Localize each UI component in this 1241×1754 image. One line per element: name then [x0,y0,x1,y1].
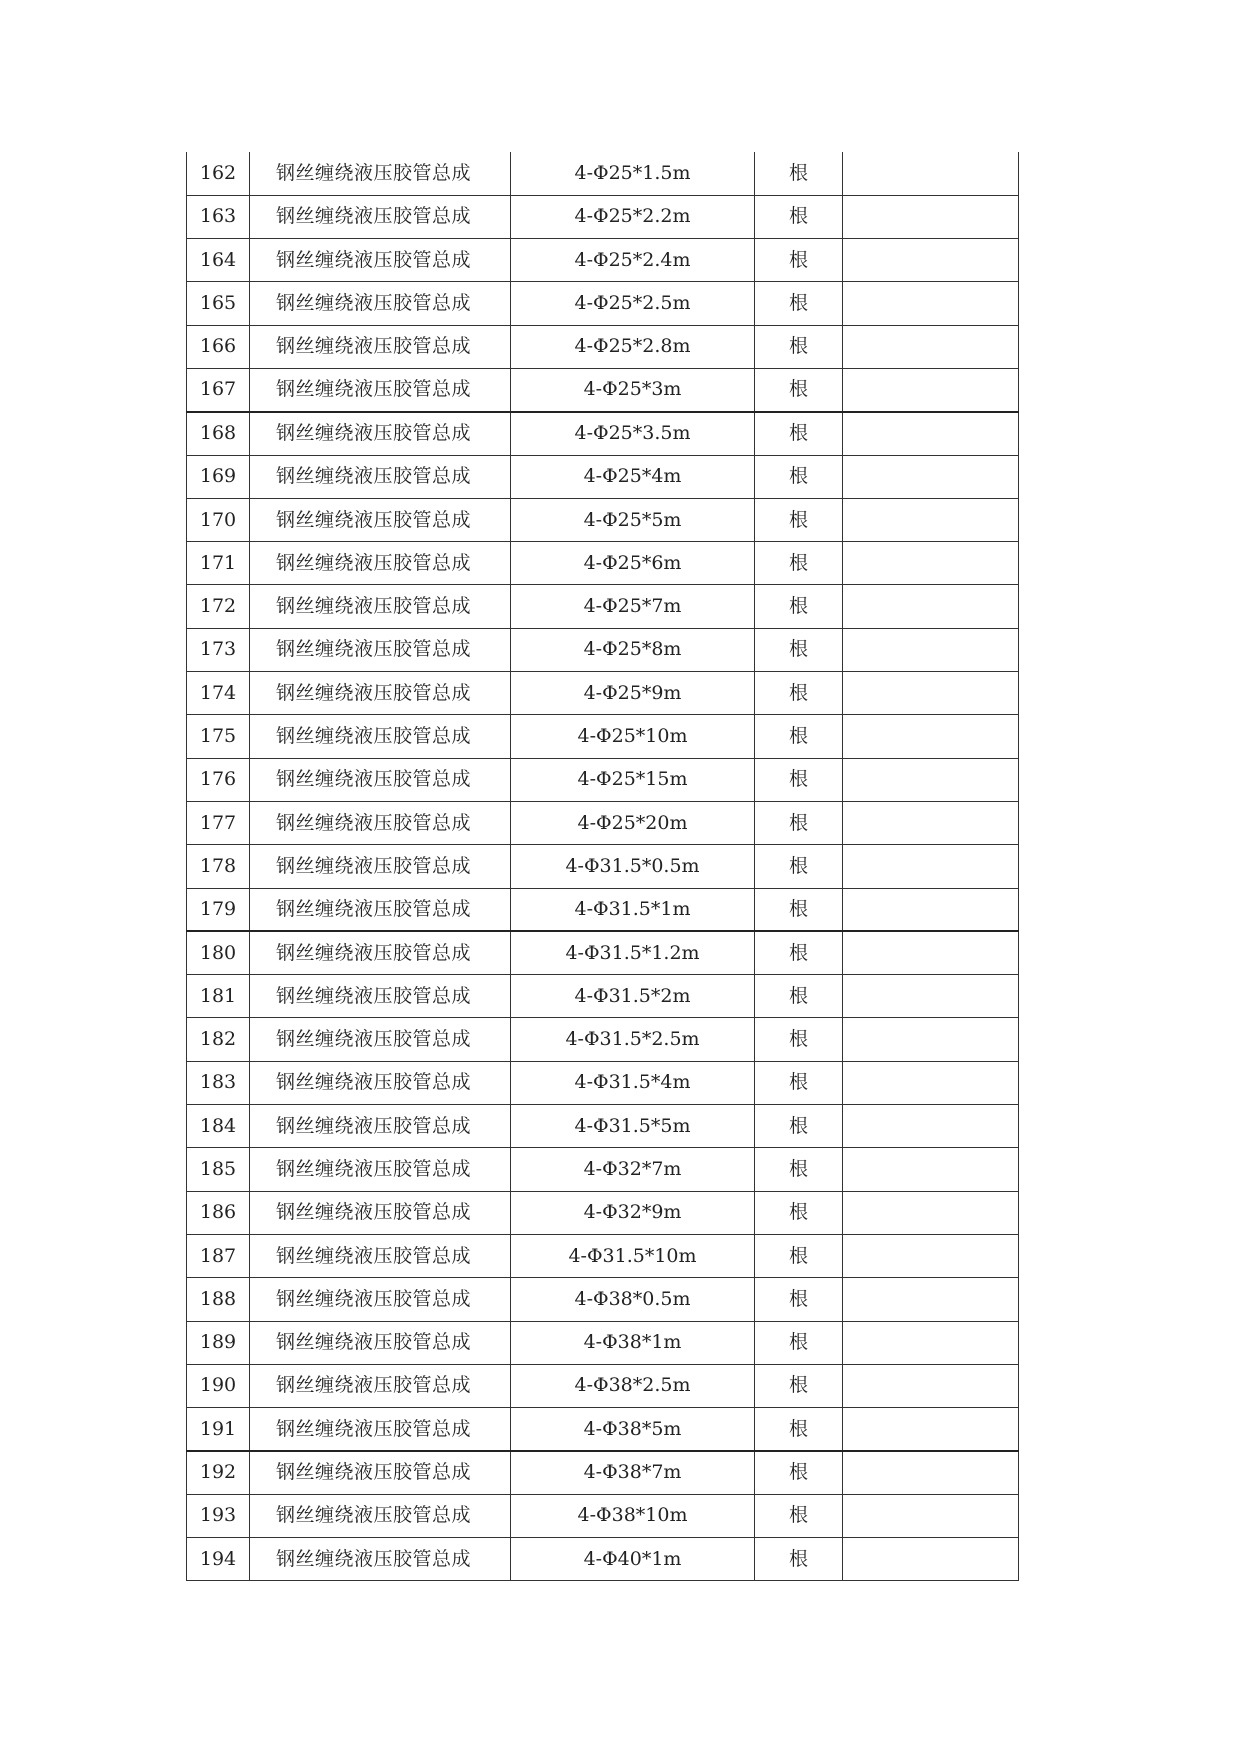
note-cell [843,672,1019,715]
item-name-cell: 钢丝缠绕液压胶管总成 [250,628,511,671]
unit-cell: 根 [755,1105,843,1148]
item-name-cell: 钢丝缠绕液压胶管总成 [250,1191,511,1234]
unit-cell: 根 [755,325,843,368]
table-row [187,672,1019,715]
row-number-cell: 162 [187,152,250,195]
row-number-cell: 174 [187,672,250,715]
spec-cell: 4-Φ38*7m [511,1451,755,1494]
parts-table-body [187,152,1019,1581]
unit-cell: 根 [755,585,843,628]
item-name-cell: 钢丝缠绕液压胶管总成 [250,195,511,238]
table-row [187,888,1019,931]
unit-cell: 根 [755,195,843,238]
unit-cell: 根 [755,498,843,541]
item-name-cell: 钢丝缠绕液压胶管总成 [250,888,511,931]
spec-cell: 4-Φ38*0.5m [511,1278,755,1321]
unit-cell: 根 [755,152,843,195]
spec-cell: 4-Φ31.5*10m [511,1234,755,1277]
table-row [187,1148,1019,1191]
unit-cell: 根 [755,628,843,671]
table-row [187,1364,1019,1407]
table-row [187,1538,1019,1581]
note-cell [843,325,1019,368]
table-row [187,1494,1019,1537]
row-number-cell: 173 [187,628,250,671]
unit-cell: 根 [755,758,843,801]
spec-cell: 4-Φ31.5*4m [511,1061,755,1104]
item-name-cell: 钢丝缠绕液压胶管总成 [250,1451,511,1494]
row-number-cell: 166 [187,325,250,368]
item-name-cell: 钢丝缠绕液压胶管总成 [250,239,511,282]
unit-cell: 根 [755,931,843,974]
row-number-cell: 187 [187,1234,250,1277]
table-row [187,931,1019,974]
unit-cell: 根 [755,542,843,585]
table-row [187,1018,1019,1061]
spec-cell: 4-Φ38*2.5m [511,1364,755,1407]
note-cell [843,845,1019,888]
spec-cell: 4-Φ31.5*2m [511,975,755,1018]
unit-cell: 根 [755,975,843,1018]
spec-cell: 4-Φ25*15m [511,758,755,801]
table-row [187,975,1019,1018]
row-number-cell: 172 [187,585,250,628]
row-number-cell: 191 [187,1408,250,1451]
table-row [187,1408,1019,1451]
note-cell [843,1364,1019,1407]
item-name-cell: 钢丝缠绕液压胶管总成 [250,845,511,888]
item-name-cell: 钢丝缠绕液压胶管总成 [250,1234,511,1277]
unit-cell: 根 [755,1234,843,1277]
unit-cell: 根 [755,1364,843,1407]
table-row [187,195,1019,238]
item-name-cell: 钢丝缠绕液压胶管总成 [250,585,511,628]
row-number-cell: 167 [187,368,250,411]
table-row [187,845,1019,888]
row-number-cell: 188 [187,1278,250,1321]
row-number-cell: 178 [187,845,250,888]
note-cell [843,1408,1019,1451]
unit-cell: 根 [755,239,843,282]
note-cell [843,1321,1019,1364]
table-row [187,542,1019,585]
note-cell [843,931,1019,974]
item-name-cell: 钢丝缠绕液压胶管总成 [250,1018,511,1061]
note-cell [843,1018,1019,1061]
item-name-cell: 钢丝缠绕液压胶管总成 [250,715,511,758]
spec-cell: 4-Φ25*10m [511,715,755,758]
item-name-cell: 钢丝缠绕液压胶管总成 [250,758,511,801]
table-row [187,628,1019,671]
table-row [187,1191,1019,1234]
row-number-cell: 186 [187,1191,250,1234]
unit-cell: 根 [755,282,843,325]
spec-cell: 4-Φ31.5*1.2m [511,931,755,974]
row-number-cell: 180 [187,931,250,974]
spec-cell: 4-Φ25*6m [511,542,755,585]
note-cell [843,1148,1019,1191]
table-row [187,1105,1019,1148]
spec-cell: 4-Φ40*1m [511,1538,755,1581]
unit-cell: 根 [755,1451,843,1494]
table-row [187,455,1019,498]
spec-cell: 4-Φ25*2.5m [511,282,755,325]
unit-cell: 根 [755,672,843,715]
table-row [187,325,1019,368]
spec-cell: 4-Φ31.5*0.5m [511,845,755,888]
note-cell [843,542,1019,585]
spec-cell: 4-Φ38*5m [511,1408,755,1451]
note-cell [843,498,1019,541]
spec-cell: 4-Φ32*7m [511,1148,755,1191]
unit-cell: 根 [755,1018,843,1061]
note-cell [843,1278,1019,1321]
item-name-cell: 钢丝缠绕液压胶管总成 [250,1061,511,1104]
row-number-cell: 193 [187,1494,250,1537]
table-row [187,498,1019,541]
row-number-cell: 184 [187,1105,250,1148]
note-cell [843,1105,1019,1148]
table-row [187,1451,1019,1494]
row-number-cell: 171 [187,542,250,585]
table-row [187,758,1019,801]
row-number-cell: 181 [187,975,250,1018]
row-number-cell: 165 [187,282,250,325]
unit-cell: 根 [755,801,843,844]
note-cell [843,801,1019,844]
note-cell [843,628,1019,671]
item-name-cell: 钢丝缠绕液压胶管总成 [250,1364,511,1407]
note-cell [843,239,1019,282]
table-row [187,152,1019,195]
note-cell [843,368,1019,411]
item-name-cell: 钢丝缠绕液压胶管总成 [250,542,511,585]
table-row [187,1321,1019,1364]
row-number-cell: 179 [187,888,250,931]
spec-cell: 4-Φ25*20m [511,801,755,844]
spec-cell: 4-Φ25*2.2m [511,195,755,238]
item-name-cell: 钢丝缠绕液压胶管总成 [250,1494,511,1537]
item-name-cell: 钢丝缠绕液压胶管总成 [250,368,511,411]
unit-cell: 根 [755,888,843,931]
item-name-cell: 钢丝缠绕液压胶管总成 [250,412,511,455]
row-number-cell: 194 [187,1538,250,1581]
spec-cell: 4-Φ25*2.8m [511,325,755,368]
row-number-cell: 163 [187,195,250,238]
spec-cell: 4-Φ25*7m [511,585,755,628]
item-name-cell: 钢丝缠绕液压胶管总成 [250,1278,511,1321]
table-row [187,801,1019,844]
unit-cell: 根 [755,412,843,455]
spec-cell: 4-Φ31.5*5m [511,1105,755,1148]
unit-cell: 根 [755,1408,843,1451]
note-cell [843,1451,1019,1494]
table-row [187,715,1019,758]
note-cell [843,1191,1019,1234]
table-row [187,368,1019,411]
table-row [187,282,1019,325]
table-row [187,1061,1019,1104]
unit-cell: 根 [755,455,843,498]
table-row [187,412,1019,455]
unit-cell: 根 [755,1148,843,1191]
item-name-cell: 钢丝缠绕液压胶管总成 [250,931,511,974]
spec-cell: 4-Φ38*10m [511,1494,755,1537]
row-number-cell: 189 [187,1321,250,1364]
item-name-cell: 钢丝缠绕液压胶管总成 [250,1321,511,1364]
spec-cell: 4-Φ31.5*1m [511,888,755,931]
row-number-cell: 170 [187,498,250,541]
row-number-cell: 176 [187,758,250,801]
unit-cell: 根 [755,715,843,758]
parts-table [186,152,1019,1581]
item-name-cell: 钢丝缠绕液压胶管总成 [250,801,511,844]
note-cell [843,585,1019,628]
note-cell [843,412,1019,455]
item-name-cell: 钢丝缠绕液压胶管总成 [250,1538,511,1581]
spec-cell: 4-Φ25*2.4m [511,239,755,282]
spec-cell: 4-Φ32*9m [511,1191,755,1234]
note-cell [843,1494,1019,1537]
item-name-cell: 钢丝缠绕液压胶管总成 [250,1148,511,1191]
note-cell [843,282,1019,325]
row-number-cell: 183 [187,1061,250,1104]
note-cell [843,888,1019,931]
spec-cell: 4-Φ38*1m [511,1321,755,1364]
note-cell [843,715,1019,758]
unit-cell: 根 [755,1191,843,1234]
row-number-cell: 177 [187,801,250,844]
spec-cell: 4-Φ25*3m [511,368,755,411]
item-name-cell: 钢丝缠绕液压胶管总成 [250,325,511,368]
row-number-cell: 164 [187,239,250,282]
note-cell [843,975,1019,1018]
row-number-cell: 169 [187,455,250,498]
item-name-cell: 钢丝缠绕液压胶管总成 [250,455,511,498]
item-name-cell: 钢丝缠绕液压胶管总成 [250,975,511,1018]
table-row [187,239,1019,282]
spec-cell: 4-Φ25*1.5m [511,152,755,195]
row-number-cell: 168 [187,412,250,455]
spec-cell: 4-Φ25*5m [511,498,755,541]
unit-cell: 根 [755,368,843,411]
note-cell [843,195,1019,238]
unit-cell: 根 [755,1278,843,1321]
row-number-cell: 182 [187,1018,250,1061]
item-name-cell: 钢丝缠绕液压胶管总成 [250,282,511,325]
note-cell [843,455,1019,498]
row-number-cell: 192 [187,1451,250,1494]
table-row [187,1234,1019,1277]
table-row [187,585,1019,628]
unit-cell: 根 [755,1538,843,1581]
spec-cell: 4-Φ25*3.5m [511,412,755,455]
spec-cell: 4-Φ25*4m [511,455,755,498]
row-number-cell: 190 [187,1364,250,1407]
item-name-cell: 钢丝缠绕液压胶管总成 [250,1105,511,1148]
note-cell [843,152,1019,195]
row-number-cell: 185 [187,1148,250,1191]
row-number-cell: 175 [187,715,250,758]
item-name-cell: 钢丝缠绕液压胶管总成 [250,498,511,541]
table-row [187,1278,1019,1321]
spec-cell: 4-Φ31.5*2.5m [511,1018,755,1061]
unit-cell: 根 [755,1321,843,1364]
note-cell [843,1234,1019,1277]
spec-cell: 4-Φ25*8m [511,628,755,671]
unit-cell: 根 [755,1494,843,1537]
unit-cell: 根 [755,1061,843,1104]
item-name-cell: 钢丝缠绕液压胶管总成 [250,1408,511,1451]
spec-cell: 4-Φ25*9m [511,672,755,715]
note-cell [843,1061,1019,1104]
unit-cell: 根 [755,845,843,888]
note-cell [843,1538,1019,1581]
item-name-cell: 钢丝缠绕液压胶管总成 [250,152,511,195]
item-name-cell: 钢丝缠绕液压胶管总成 [250,672,511,715]
note-cell [843,758,1019,801]
